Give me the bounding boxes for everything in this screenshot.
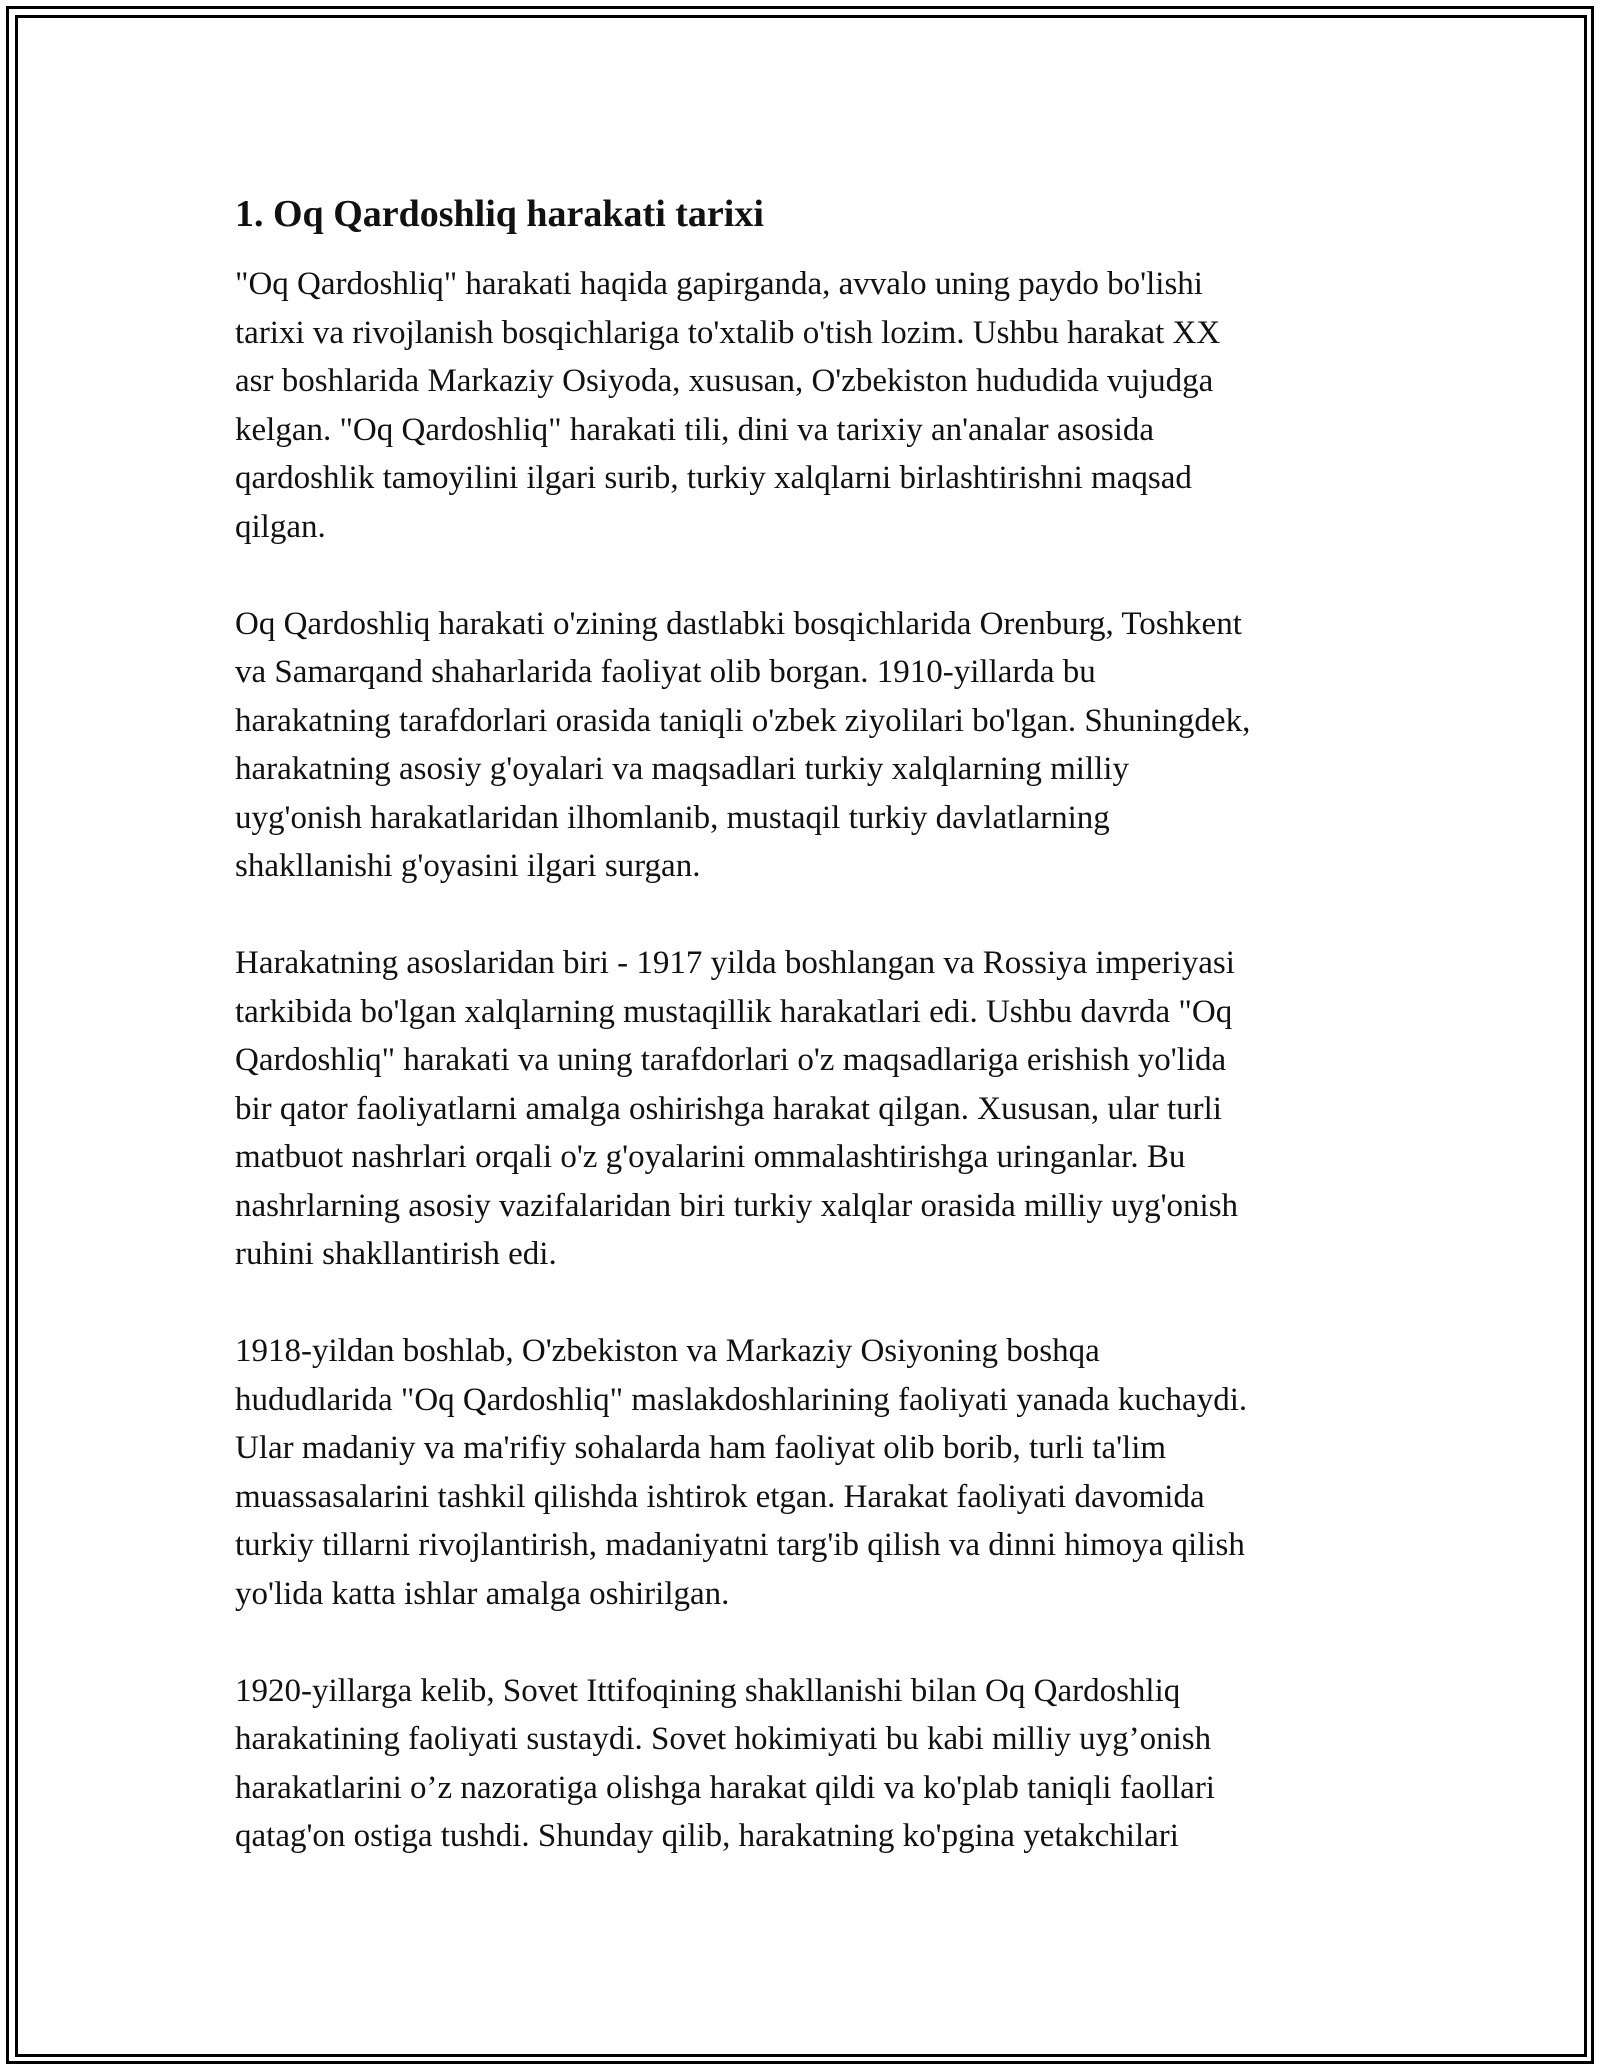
paragraph-line: tarixi va rivojlanish bosqichlariga to'xtalib o'tish lozim. Ushbu harakat XX <box>235 314 1221 351</box>
paragraph-line: yo'lida katta ishlar amalga oshirilgan. <box>235 1575 730 1612</box>
paragraph-line: harakatining faoliyati sustaydi. Sovet hokimiyati bu kabi milliy uyg’onish <box>235 1721 1212 1757</box>
paragraph-line: 1918-yildan boshlab, O'zbekiston va Markaziy Osiyoning boshqa <box>235 1333 1100 1369</box>
paragraphs-container <box>235 260 1385 1861</box>
paragraph-line: qilgan. <box>235 508 326 545</box>
paragraph-line: kelgan. "Oq Qardoshliq" harakati tili, dini va tarixiy an'analar asosida <box>235 411 1155 448</box>
paragraph-line: harakatlarini o’z nazoratiga olishga harakat qildi va ko'plab taniqli faollari <box>235 1769 1215 1806</box>
paragraph-line: muassasalarini tashkil qilishda ishtirok etgan. Harakat faoliyati davomida <box>235 1478 1205 1515</box>
paragraph-line: shakllanishi g'oyasini ilgari surgan. <box>235 848 701 884</box>
paragraph-line: nashrlarning asosiy vazifalaridan biri turkiy xalqlar orasida milliy uyg'onish <box>235 1187 1239 1224</box>
paragraph <box>235 260 1385 551</box>
paragraph <box>235 600 1385 891</box>
paragraph-line: Ular madaniy va ma'rifiy sohalarda ham faoliyat olib borib, turli ta'lim <box>235 1430 1167 1466</box>
section-heading: 1. Oq Qardoshliq harakati tarixi <box>235 193 764 235</box>
paragraph-line: "Oq Qardoshliq" harakati haqida gapirganda, avvalo uning paydo bo'lishi <box>235 266 1203 302</box>
paragraph-line: turkiy tillarni rivojlantirish, madaniyatni targ'ib qilish va dinni himoya qilish <box>235 1527 1245 1563</box>
paragraph-line: qatag'on ostiga tushdi. Shunday qilib, harakatning ko'pgina yetakchilari <box>235 1818 1179 1854</box>
paragraph-line: Oq Qardoshliq harakati o'zining dastlabki bosqichlarida Orenburg, Toshkent <box>235 605 1242 642</box>
paragraph-line: qardoshlik tamoyilini ilgari surib, turkiy xalqlarni birlashtirishni maqsad <box>235 460 1192 496</box>
paragraph-line: uyg'onish harakatlaridan ilhomlanib, mustaqil turkiy davlatlarning <box>235 799 1110 836</box>
paragraph-line: Harakatning asoslaridan biri - 1917 yilda boshlangan va Rossiya imperiyasi <box>235 945 1235 981</box>
paragraph-line: bir qator faoliyatlarni amalga oshirishga harakat qilgan. Xususan, ular turli <box>235 1090 1222 1127</box>
paragraph <box>235 1327 1385 1618</box>
paragraph-line: asr boshlarida Markaziy Osiyoda, xususan, O'zbekiston hududida vujudga <box>235 363 1214 399</box>
paragraph-line: hududlarida "Oq Qardoshliq" maslakdoshlarining faoliyati yanada kuchaydi. <box>235 1381 1248 1418</box>
paragraph-line: va Samarqand shaharlarida faoliyat olib borgan. 1910-yillarda bu <box>235 654 1096 690</box>
paragraph <box>235 939 1385 1279</box>
paragraph-line: tarkibida bo'lgan xalqlarning mustaqillik harakatlari edi. Ushbu davrda "Oq <box>235 993 1233 1030</box>
paragraph-line: harakatning tarafdorlari orasida taniqli o'zbek ziyolilari bo'lgan. Shuningdek, <box>235 702 1251 739</box>
paragraph-line: Qardoshliq" harakati va uning tarafdorlari o'z maqsadlariga erishish yo'lida <box>235 1042 1227 1078</box>
paragraph-line: ruhini shakllantirish edi. <box>235 1236 557 1272</box>
paragraph-line: 1920-yillarga kelib, Sovet Ittifoqining shakllanishi bilan Oq Qardoshliq <box>235 1672 1181 1709</box>
paragraph <box>235 1667 1385 1861</box>
paragraph-line: harakatning asosiy g'oyalari va maqsadlari turkiy xalqlarning milliy <box>235 751 1129 787</box>
paragraph-line: matbuot nashrlari orqali o'z g'oyalarini ommalashtirishga uringanlar. Bu <box>235 1139 1186 1175</box>
document-body <box>235 190 1385 1909</box>
